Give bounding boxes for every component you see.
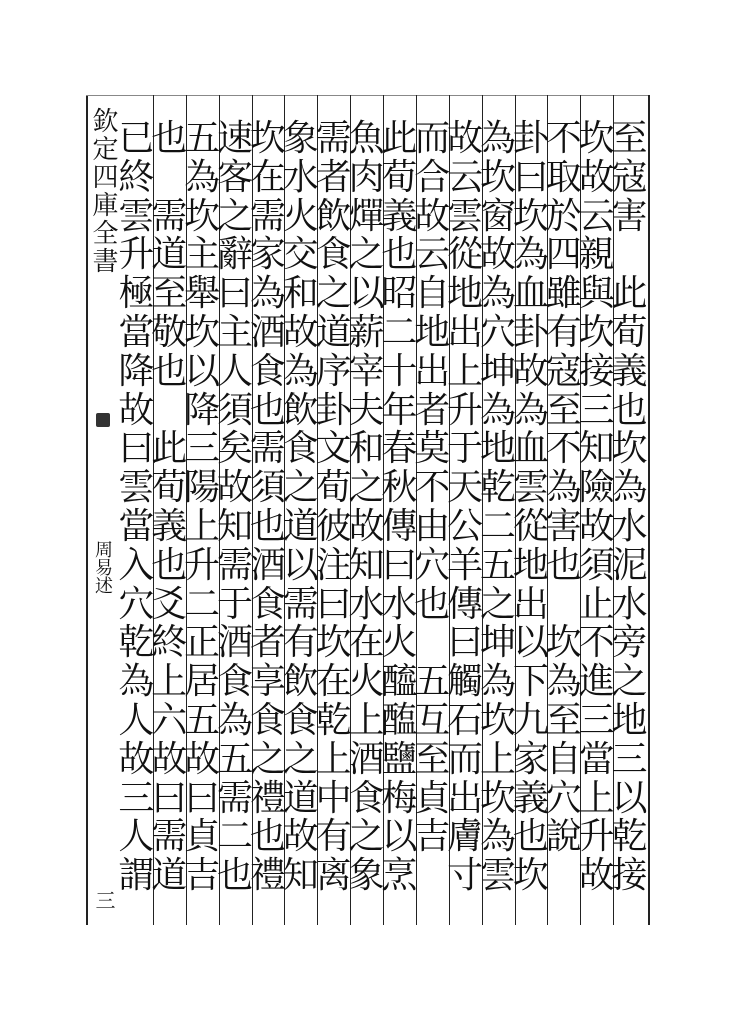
text-column: 坎 在 需 家 為 酒 食 也 需 須 也 酒 食 者 享 食 之 禮 也 禮 xyxy=(249,118,286,897)
text-column: 也 需 道 至 敬 也 此 荀 義 也 爻 終 上 六 故 曰 需 道 xyxy=(151,118,188,897)
text-column: 速 客 之 辭 曰 主 人 須 矣 故 知 需 于 酒 食 為 五 需 二 也 xyxy=(217,118,254,897)
text-column: 需 者 飲 食 之 道 序 卦 文 荀 彼 注 曰 坎 在 乾 上 中 有 离 xyxy=(315,118,352,897)
text-column: 坎 故 云 親 與 坎 接 三 知 險 故 須 止 不 進 三 當 上 升 故 xyxy=(578,118,615,897)
text-column: 魚 肉 燀 之 以 薪 宰 夫 和 之 故 知 水 在 火 上 酒 食 之 象 xyxy=(348,118,385,897)
text-column: 故 云 雲 從 地 出 上 升 于 天 公 羊 傳 曰 觸 石 而 出 膚 寸 xyxy=(447,118,484,897)
text-column: 已 終 雲 升 極 當 降 故 曰 雲 當 入 穴 乾 為 人 故 三 人 謂 xyxy=(118,118,155,897)
book-title: 欽定四庫全書 xyxy=(88,107,118,275)
fishtail-mark xyxy=(96,413,110,427)
text-column: 不 取 於 四 雖 有 寇 至 不 為 害 也 坎 為 至 自 穴 說 xyxy=(545,118,582,858)
text-column: 至 寇 害 此 荀 義 也 坎 為 水 泥 水 旁 之 地 三 以 乾 接 xyxy=(611,118,648,897)
text-column: 此 荀 義 也 昭 二 十 年 春 秋 傳 曰 水 火 醯 醢 鹽 梅 以 烹 xyxy=(381,118,418,897)
text-column: 而 合 故 云 自 地 出 者 莫 不 由 穴 也 五 互 至 貞 吉 xyxy=(414,118,451,858)
frame-top-line xyxy=(86,95,648,96)
chapter-title: 周易述 xyxy=(92,540,113,594)
text-column: 五 為 坎 主 舉 坎 以 降 三 陽 上 升 二 正 居 五 故 曰 貞 吉 xyxy=(184,118,221,897)
text-column: 卦 曰 坎 為 血 卦 故 為 血 雲 從 地 出 以 下 九 家 義 也 坎 xyxy=(512,118,549,897)
page-number: 三 xyxy=(92,890,116,910)
text-column: 為 坎 窗 故 為 穴 坤 為 地 乾 二 五 之 坤 為 坎 上 坎 為 雲 xyxy=(480,118,517,897)
text-column: 象 水 火 交 和 故 為 飲 食 之 道 以 需 有 飲 食 之 道 故 知 xyxy=(282,118,319,897)
